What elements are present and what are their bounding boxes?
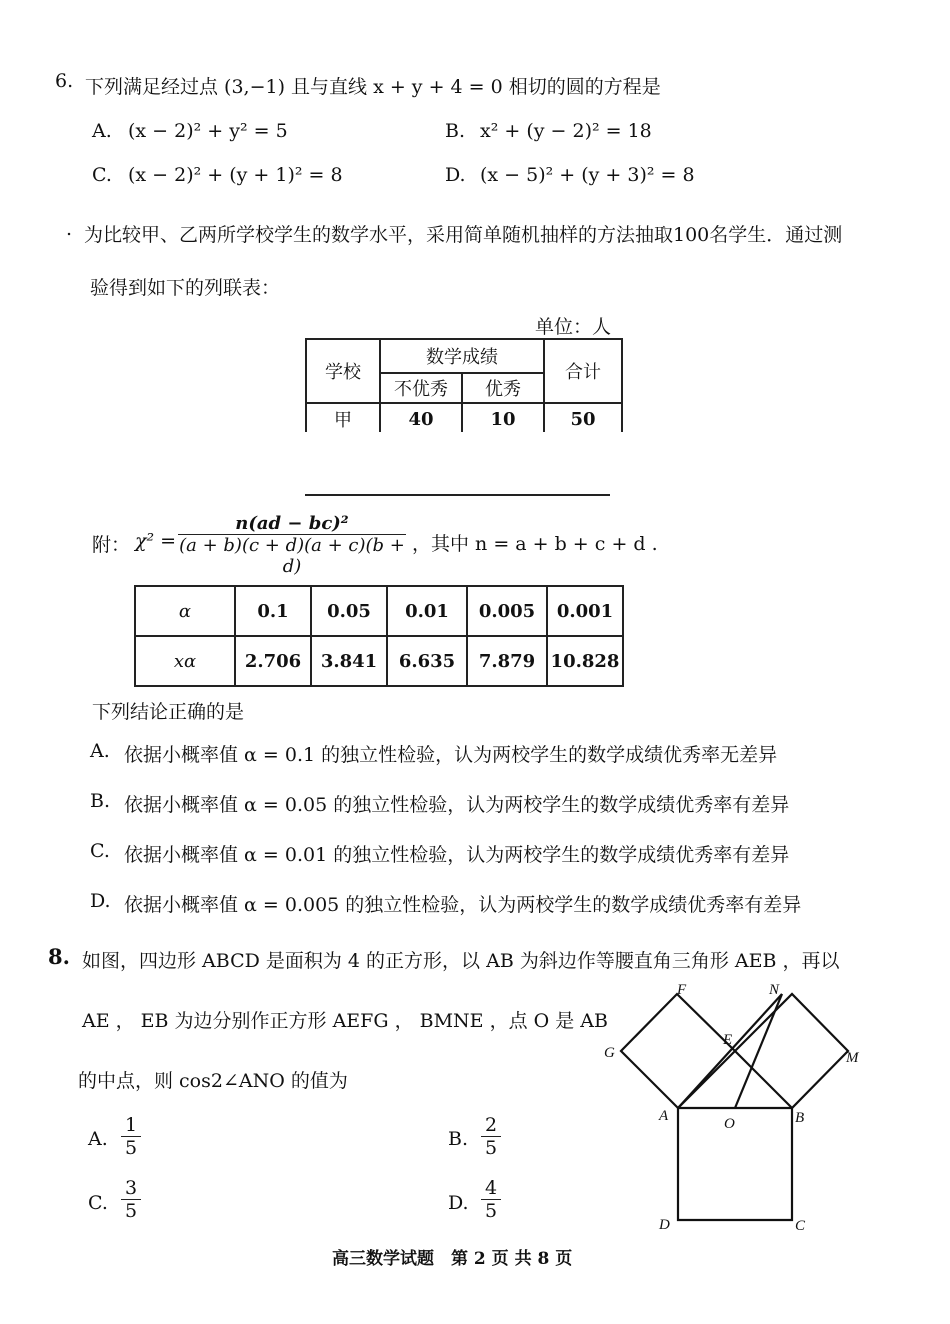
q6-option-b: x² + (y − 2)² = 18 [480, 120, 652, 142]
critical-alpha-value: 0.001 [547, 586, 623, 636]
q8-line3: 的中点，则 cos2∠ANO 的值为 [78, 1070, 348, 1092]
q6-option-c: (x − 2)² + (y + 1)² = 8 [128, 164, 343, 186]
fraction-denominator: 5 [124, 1137, 138, 1159]
fraction-denominator: 5 [484, 1137, 498, 1159]
contingency-header-school: 学校 [306, 339, 380, 403]
q8-option-d-fraction [481, 1177, 501, 1222]
critical-alpha-value: 0.1 [235, 586, 311, 636]
q8-option-a-label: A. [88, 1128, 108, 1150]
contingency-table [305, 338, 623, 436]
q7-option-b: 依据小概率值 α = 0.05 的独立性检验，认为两校学生的数学成绩优秀率有差异 [124, 794, 790, 816]
contingency-row-name: 甲 [306, 403, 380, 435]
contingency-header-score: 数学成绩 [380, 339, 544, 373]
q7-stem-line1: 为比较甲、乙两所学校学生的数学水平，采用简单随机抽样的方法抽取100名学生．通过测 [84, 224, 843, 246]
contingency-cell: 10 [462, 403, 544, 435]
critical-x-value: 7.879 [467, 636, 547, 686]
q7-option-d-label: D. [90, 890, 111, 912]
formula-denominator: (a + b)(c + d)(a + c)(b + d) [179, 535, 405, 577]
critical-value-table [134, 585, 624, 687]
formula-numerator: n(ad − bc)² [178, 513, 406, 535]
formula-lhs: χ² = [135, 530, 177, 552]
q7-option-c: 依据小概率值 α = 0.01 的独立性检验，认为两校学生的数学成绩优秀率有差异 [124, 844, 790, 866]
geometry-figure [590, 975, 880, 1240]
label-a: A [659, 1108, 669, 1124]
contingency-header-excellent: 优秀 [462, 373, 544, 403]
q8-number: 8. [48, 944, 70, 969]
q8-option-d-label: D. [448, 1192, 469, 1214]
formula-label: 附： [92, 534, 131, 556]
label-f: F [677, 982, 687, 998]
q8-option-b-label: B. [448, 1128, 469, 1150]
fraction-numerator: 4 [481, 1177, 501, 1200]
label-g: G [604, 1045, 615, 1061]
q8-option-c-label: C. [88, 1192, 108, 1214]
q7-option-d: 依据小概率值 α = 0.005 的独立性检验，认为两校学生的数学成绩优秀率有差异 [124, 894, 802, 916]
label-b: B [795, 1110, 805, 1126]
critical-alpha-value: 0.005 [467, 586, 547, 636]
critical-x-value: 6.635 [387, 636, 467, 686]
q8-line1: 如图，四边形 ABCD 是面积为 4 的正方形，以 AB 为斜边作等腰直角三角形 AEB ，再以 [82, 950, 840, 972]
label-d: D [659, 1217, 670, 1233]
q7-ask: 下列结论正确的是 [92, 701, 245, 723]
redaction-mask [0, 432, 778, 494]
q6-option-b-label: B. [445, 120, 466, 142]
table-bottom-rule [305, 494, 610, 496]
q7-option-a: 依据小概率值 α = 0.1 的独立性检验，认为两校学生的数学成绩优秀率无差异 [124, 744, 778, 766]
q7-option-a-label: A. [90, 740, 110, 762]
fraction-numerator: 3 [121, 1177, 141, 1200]
q6-option-a: (x − 2)² + y² = 5 [128, 120, 288, 142]
label-o: O [724, 1116, 735, 1132]
square-bmne [735, 994, 848, 1108]
q6-option-a-label: A. [92, 120, 112, 142]
contingency-header-total: 合计 [544, 339, 622, 403]
critical-x-value: 3.841 [311, 636, 387, 686]
q7-option-c-label: C. [90, 840, 110, 862]
fraction-numerator: 2 [481, 1114, 501, 1137]
q8-option-b-fraction [481, 1114, 501, 1159]
contingency-cell: 50 [544, 403, 622, 435]
q6-stem: 下列满足经过点 (3,−1) 且与直线 x + y + 4 = 0 相切的圆的方程是 [85, 76, 661, 98]
label-c: C [795, 1218, 806, 1234]
fraction-denominator: 5 [484, 1200, 498, 1222]
critical-x-label: xα [135, 636, 235, 686]
critical-x-value: 10.828 [547, 636, 623, 686]
q7-stem-line2: 验得到如下的列联表： [90, 277, 281, 299]
fraction-denominator: 5 [124, 1200, 138, 1222]
chi-square-fraction [178, 513, 406, 577]
q8-line2: AE ， EB 为边分别作正方形 AEFG ， BMNE ，点 O 是 AB [82, 1010, 608, 1032]
formula-tail: ，其中 n = a + b + c + d . [412, 533, 658, 555]
q6-number: 6. [55, 70, 74, 92]
fraction-numerator: 1 [121, 1114, 141, 1137]
critical-alpha-value: 0.01 [387, 586, 467, 636]
q8-option-a-fraction [121, 1114, 141, 1159]
label-m: M [846, 1050, 859, 1066]
page-footer: 高三数学试题 第 2 页 共 8 页 [332, 1249, 573, 1269]
label-n: N [769, 982, 780, 998]
critical-x-value: 2.706 [235, 636, 311, 686]
q8-option-c-fraction [121, 1177, 141, 1222]
square-aefg [621, 994, 735, 1108]
critical-alpha-label: α [135, 586, 235, 636]
contingency-header-not-excellent: 不优秀 [380, 373, 462, 403]
q6-option-c-label: C. [92, 164, 112, 186]
q7-option-b-label: B. [90, 790, 111, 812]
critical-alpha-value: 0.05 [311, 586, 387, 636]
q6-option-d: (x − 5)² + (y + 3)² = 8 [480, 164, 695, 186]
q7-number: . [66, 218, 73, 240]
q7-unit: 单位：人 [535, 316, 612, 338]
label-e: E [723, 1032, 733, 1048]
q6-option-d-label: D. [445, 164, 466, 186]
contingency-cell: 40 [380, 403, 462, 435]
square-abcd [678, 1108, 792, 1220]
